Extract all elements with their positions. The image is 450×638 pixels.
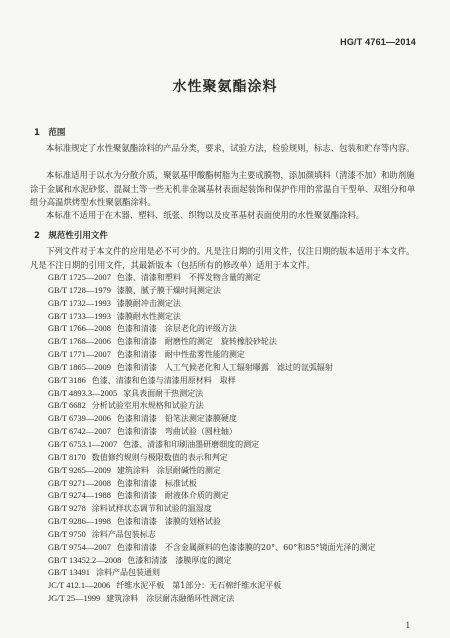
reference-code: GB/T 9278	[48, 504, 86, 514]
scope-paragraph-3: 本标准不适用于在木器、塑料、纸张、织物以及皮革基材表面使用的水性聚氨酯涂料。	[46, 210, 365, 220]
reference-item	[48, 555, 428, 568]
reference-code: GB/T 1865—2009	[48, 362, 111, 372]
reference-code: GB/T 9271—2008	[48, 478, 111, 488]
reference-title: 数值修约规则与极限数值的表示和判定	[91, 452, 228, 462]
reference-title: 色漆和清漆 漆膜厚度的测定	[127, 555, 232, 565]
reference-item	[48, 580, 428, 593]
reference-item	[48, 362, 428, 375]
reference-code: GB/T 1768—2006	[48, 337, 111, 347]
reference-item	[48, 388, 428, 401]
reference-item	[48, 452, 428, 465]
reference-title: 色漆和清漆 不含金属颜料的色漆漆膜的20°、60°和85°镜面光泽的测定	[116, 542, 376, 552]
reference-code: GB/T 9274—1988	[48, 491, 111, 501]
reference-code: GB/T 6742—2007	[48, 427, 111, 437]
reference-item	[48, 439, 428, 452]
reference-item	[48, 311, 428, 324]
reference-code: GB/T 6753.1—2007	[48, 439, 118, 449]
reference-code: GB/T 9750	[48, 529, 86, 539]
reference-item	[48, 413, 428, 426]
reference-item	[48, 400, 428, 413]
reference-code: GB/T 3186	[48, 375, 86, 385]
reference-item	[48, 567, 428, 580]
reference-list	[48, 272, 428, 606]
reference-code: GB/T 13491	[48, 568, 90, 578]
reference-title: 色漆和清漆 漆膜的划格试验	[116, 517, 221, 527]
reference-item	[48, 593, 428, 606]
reference-code: GB/T 1766—2008	[48, 324, 111, 334]
reference-title: 漆膜耐水性测定法	[116, 311, 181, 321]
reference-code: GB/T 1728—1979	[48, 285, 111, 295]
reference-item	[48, 323, 428, 336]
section-1-heading: 1 范围	[34, 128, 66, 138]
reference-item	[48, 336, 428, 349]
reference-code: GB/T 8170	[48, 452, 86, 462]
reference-title: 色漆和清漆 耐磨性的测定 旋转橡胶砂轮法	[116, 337, 277, 347]
document-title: 水性聚氨酯涂料	[172, 79, 278, 95]
reference-title: 色漆和清漆 人工气候老化和人工辐射曝露 滤过的氙弧辐射	[116, 362, 333, 372]
scope-paragraph-1: 本标准规定了水性聚氨酯涂料的产品分类，要求，试验方法，检验规则，标志、包装和贮存等内容。	[46, 143, 415, 153]
reference-title: 漆膜、腻子膜干燥时间测定法	[116, 285, 221, 295]
reference-code: JG/T 25—1999	[48, 594, 101, 604]
reference-title: 色漆和清漆 耐液体介质的测定	[116, 491, 229, 501]
reference-title: 色漆和清漆 铅笔法测定漆膜硬度	[116, 414, 237, 424]
reference-code: GB/T 1733—1993	[48, 311, 111, 321]
reference-code: GB/T 9754—2007	[48, 542, 111, 552]
reference-item	[48, 529, 428, 542]
reference-item	[48, 542, 428, 555]
reference-code: GB/T 1732—1993	[48, 298, 111, 308]
reference-title: 建筑涂料 涂层耐冻融循环性测定法	[106, 594, 235, 604]
reference-title: 建筑涂料 涂层耐碱性的测定	[116, 465, 221, 475]
reference-code: GB/T 1771—2007	[48, 350, 111, 360]
section-2-heading: 2 规范性引用文件	[34, 231, 108, 241]
reference-code: GB/T 1725—2007	[48, 273, 111, 282]
reference-code: GB/T 4893.3—2005	[48, 388, 118, 398]
reference-title: 色漆、清漆和塑料 不挥发物含量的测定	[116, 273, 261, 282]
standard-code: HG/T 4761—2014	[340, 37, 416, 47]
reference-item	[48, 375, 428, 388]
reference-item	[48, 465, 428, 478]
reference-item	[48, 516, 428, 529]
reference-item	[48, 298, 428, 311]
reference-code: GB/T 13452.2—2008	[48, 555, 122, 565]
reference-title: 漆膜耐冲击测定法	[116, 298, 181, 308]
reference-title: 色漆和清漆 弯曲试验（圆柱轴）	[116, 427, 237, 437]
reference-title: 纤维水泥平板 第1部分：无石棉纤维水泥平板	[116, 581, 282, 591]
reference-code: JC/T 412.1—2006	[48, 581, 111, 591]
reference-code: GB/T 9265—2009	[48, 465, 111, 475]
reference-code: GB/T 9286—1998	[48, 517, 111, 527]
reference-title: 色漆和清漆 耐中性盐雾性能的测定	[116, 350, 245, 360]
reference-title: 色漆和清漆 涂层老化的评级方法	[116, 324, 237, 334]
references-intro: 下列文件对于本文件的应用是必不可少的。凡是注日期的引用文件，仅注日期的版本适用于本文件。凡是不注日期的引用文件，其最新版本（包括所有的修改单）适用于本文件。	[30, 246, 415, 270]
reference-code: GB/T 6682	[48, 401, 86, 411]
reference-title: 涂料产品包装标志	[91, 529, 156, 539]
reference-title: 涂料试样状态调节和试验的温湿度	[91, 504, 212, 514]
scope-paragraph-2: 本标准适用于以水为分散介质，聚氨基甲酸酯树脂为主要成膜物，添加颜填料（清漆不加）和助剂施涂于金属和水泥砂浆、混凝土等一些无机非金属基材表面起装饰和保护作用的常温自干型单、双组分和单组分高温烘烤型水性聚氨酯涂料。	[30, 170, 416, 207]
reference-item	[48, 503, 428, 516]
page-number: 1	[405, 620, 410, 630]
reference-item	[48, 426, 428, 439]
reference-title: 分析试验室用水规格和试验方法	[91, 401, 204, 411]
reference-title: 色漆、清漆和印刷油墨研磨细度的测定	[123, 439, 260, 449]
reference-title: 色漆、清漆和色漆与清漆用原材料 取样	[91, 375, 236, 385]
reference-title: 涂料产品包装通则	[95, 568, 160, 578]
reference-item	[48, 285, 428, 298]
reference-code: GB/T 6739—2006	[48, 414, 111, 424]
reference-title: 色漆和清漆 标准试板	[116, 478, 197, 488]
reference-item	[48, 349, 428, 362]
reference-title: 家具表面耐干热测定法	[123, 388, 204, 398]
reference-item	[48, 478, 428, 491]
reference-item	[48, 490, 428, 503]
reference-item	[48, 272, 428, 285]
